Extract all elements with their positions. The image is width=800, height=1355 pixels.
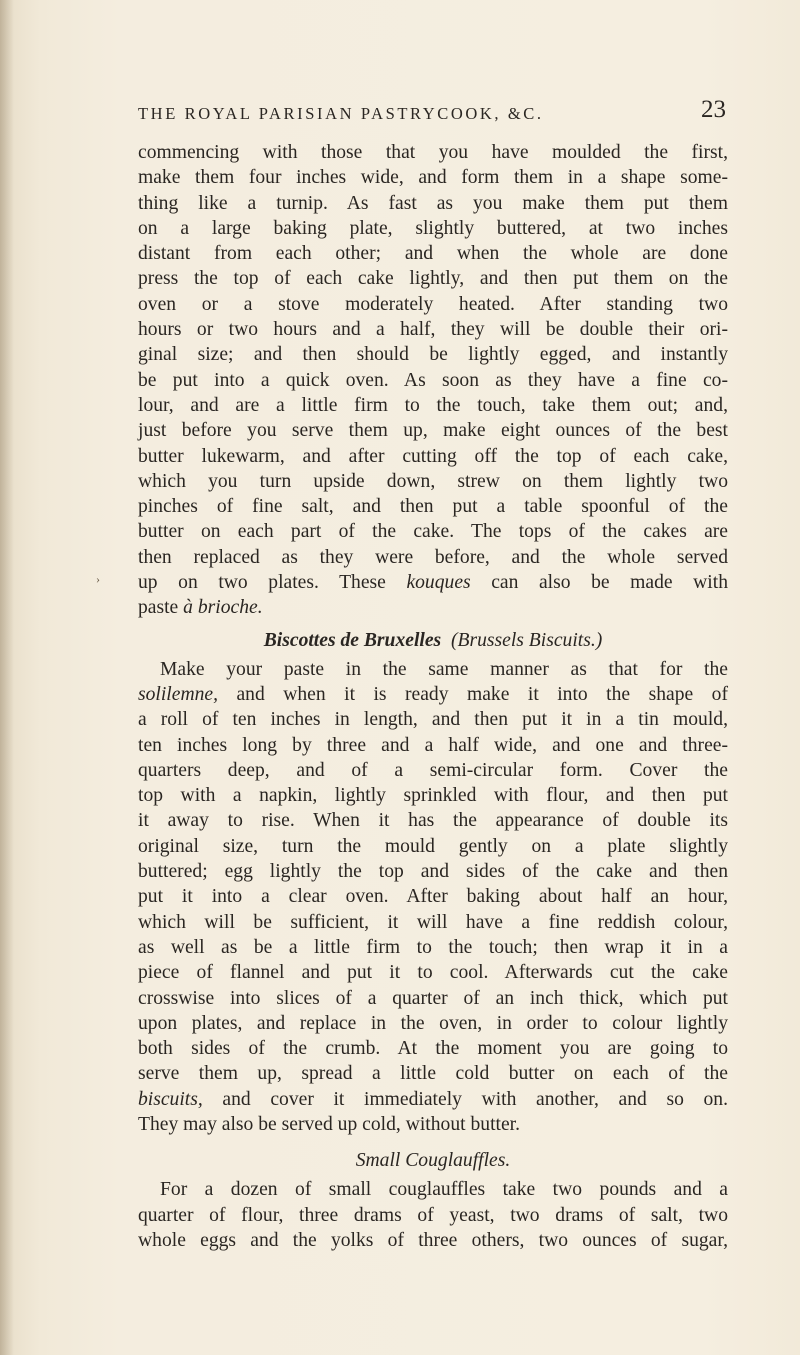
text-line [138,570,728,595]
heading-title: Biscottes de Bruxelles [263,629,442,651]
text-line: original size, turn the mould gently on a plate slightly [138,835,728,857]
page-body [138,140,728,1253]
text-line: piece of flannel and put it to cool. Afterwards cut the cake [138,962,728,984]
text-line: both sides of the crumb. At the moment you are going to [138,1038,728,1060]
running-header [138,96,726,130]
text-line: buttered; egg lightly the top and sides of the cake and then [138,861,728,883]
text-line: hours or two hours and a half, they will be double their ori- [138,319,728,341]
text-line: butter on each part of the cake. The tops of the cakes are [138,521,728,543]
text-line: quarters deep, and of a semi-circular form. Cover the [138,759,728,781]
section-heading: Small Couglauffles. [355,1150,511,1172]
text-line: as well as be a little firm to the touch; then wrap it in a [138,936,728,958]
text-line: whole eggs and the yolks of three others, two ounces of sugar, [138,1229,728,1251]
text-line [138,682,728,707]
text-line: which you turn upside down, strew on them lightly two [138,470,728,492]
italic-term: kouques [406,572,471,594]
text-line: serve them up, spread a little cold butter on each of the [138,1063,728,1085]
heading-subtitle: (Brussels Biscuits.) [450,629,603,651]
italic-term: solilemne, [138,683,218,705]
text-segment: up on two plates. These [138,572,407,594]
text-line: top with a napkin, lightly sprinkled with flour, and then put [138,785,728,807]
text-line: put it into a clear oven. After baking about half an hour, [138,886,728,908]
running-title: THE ROYAL PARISIAN PASTRYCOOK, &C. [138,104,544,123]
text-line: Make your paste in the same manner as that for the [160,658,728,680]
text-line: be put into a quick oven. As soon as they have a fine co- [138,369,728,391]
text-line: upon plates, and replace in the oven, in order to colour lightly [138,1012,728,1034]
text-line: press the top of each cake lightly, and then put them on the [138,268,728,290]
text-line: They may also be served up cold, without butter. [138,1113,520,1135]
binding-shadow [0,0,14,1355]
italic-term: biscuits, [138,1088,203,1110]
page-number: 23 [701,96,726,123]
text-segment: can also be made with [470,572,728,594]
text-line: pinches of fine salt, and then put a table spoonful of the [138,496,728,518]
text-line: lour, and are a little firm to the touch, take them out; and, [138,394,728,416]
text-line: distant from each other; and when the whole are done [138,243,728,265]
text-line: quarter of flour, three drams of yeast, two drams of salt, two [138,1204,728,1226]
text-line: butter lukewarm, and after cutting off the top of each cake, [138,445,728,467]
text-line [138,595,728,620]
text-line: ginal size; and then should be lightly egged, and instantly [138,344,728,366]
text-line: it away to rise. When it has the appearance of double its [138,810,728,832]
text-line: a roll of ten inches in length, and then put it in a tin mould, [138,709,728,731]
text-line [138,1087,728,1112]
text-segment: and cover it immediately with another, and so on. [202,1088,728,1110]
text-line: For a dozen of small couglauffles take two pounds and a [160,1179,728,1201]
text-line: just before you serve them up, make eight ounces of the best [138,420,728,442]
margin-mark: › [96,572,100,586]
section-heading [138,625,728,657]
text-line: which will be sufficient, it will have a fine reddish colour, [138,911,728,933]
text-segment: paste [138,597,184,619]
text-line: then replaced as they were before, and the whole served [138,546,728,568]
text-segment: and when it is ready make it into the shape of [218,683,728,705]
text-line: on a large baking plate, slightly buttered, at two inches [138,217,728,239]
text-line: crosswise into slices of a quarter of an inch thick, which put [138,987,728,1009]
text-line: commencing with those that you have moulded the first, [138,142,728,163]
text-line: thing like a turnip. As fast as you make them put them [138,192,728,214]
italic-term: à brioche. [183,597,263,619]
text-line: ten inches long by three and a half wide, and one and three- [138,734,728,756]
text-line: oven or a stove moderately heated. After standing two [138,293,728,315]
text-line: make them four inches wide, and form them in a shape some- [138,167,728,189]
